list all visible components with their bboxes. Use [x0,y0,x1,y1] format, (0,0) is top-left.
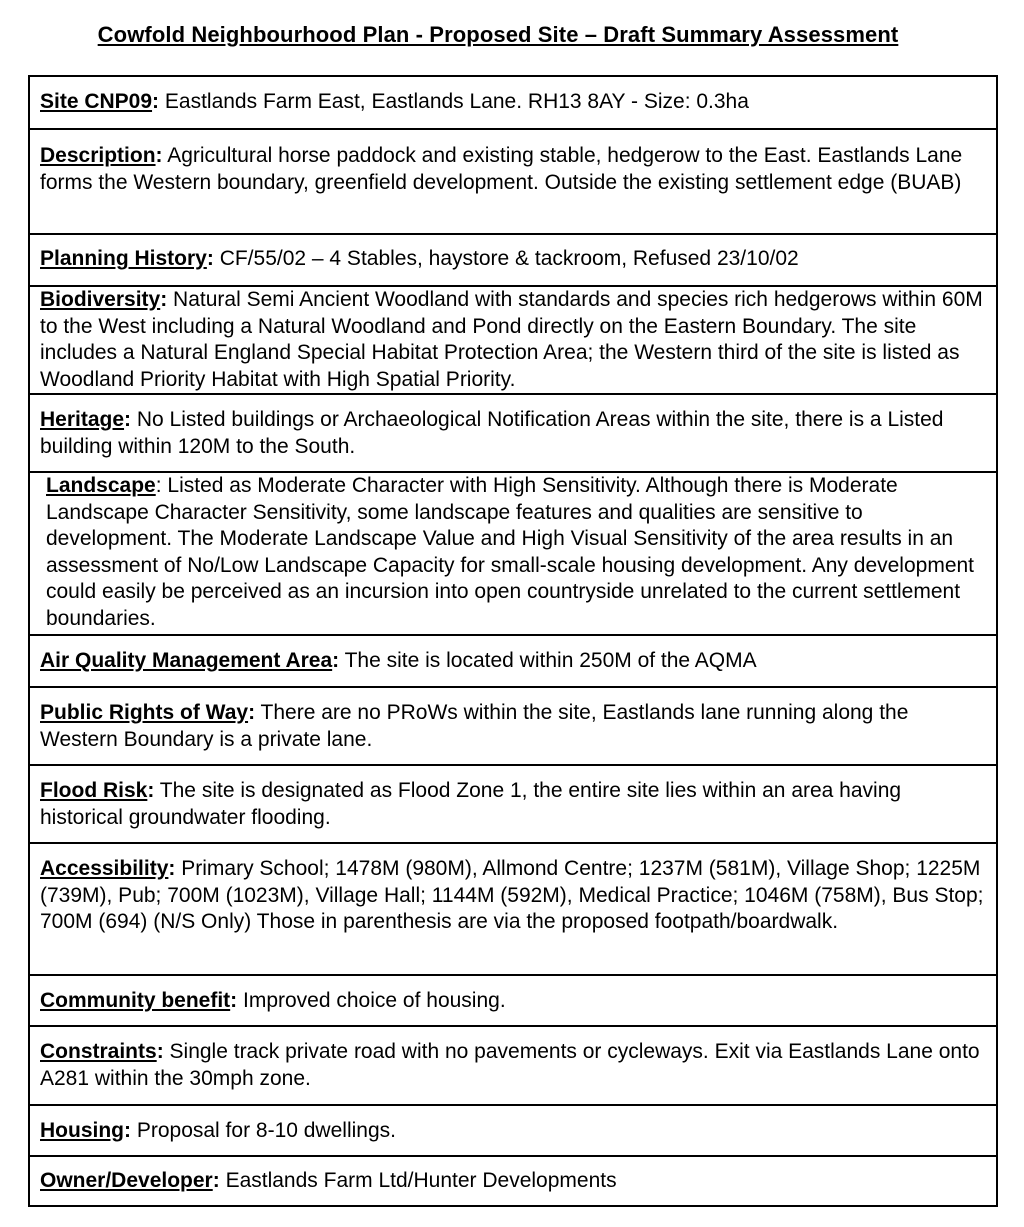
heritage-label: Heritage [40,408,125,431]
row-planning-history: Planning History: CF/55/02 – 4 Stables, haystore & tackroom, Refused 23/10/02 [30,233,996,285]
row-biodiversity: Biodiversity: Natural Semi Ancient Woodland with standards and species rich hedgerows within 60M to the West including a Natural Woodland and Pond directly on the Eastern Boundary. The site includes a Natural England Special Habitat Protection Area; the Western third of the site is listed as Woodland Priority Habitat with High Spatial Priority. [30,285,996,393]
community-benefit-label: Community benefit [40,989,231,1012]
biodiversity-label: Biodiversity [40,288,161,311]
constraints-text: Single track private road with no pavements or cycleways. Exit via Eastlands Lane onto A281 within the 30mph zone. [40,1040,980,1090]
flood-risk-label: Flood Risk [40,779,148,802]
row-description: Description: Agricultural horse paddock and existing stable, hedgerow to the East. Eastlands Lane forms the Western boundary, greenfield development. Outside the existing settlement edge (BUAB) [30,128,996,233]
row-housing: Housing: Proposal for 8-10 dwellings. [30,1104,996,1155]
accessibility-label: Accessibility [40,857,169,880]
assessment-table [28,75,998,1207]
biodiversity-text: Natural Semi Ancient Woodland with standards and species rich hedgerows within 60M to the West including a Natural Woodland and Pond directly on the Eastern Boundary. The site includes a Natural England Special Habitat Protection Area; the Western third of the site is listed as Woodland Priority Habitat with High Spatial Priority. [40,288,983,391]
row-community-benefit: Community benefit: Improved choice of housing. [30,974,996,1025]
landscape-label: Landscape [46,474,156,497]
row-flood-risk: Flood Risk: The site is designated as Flood Zone 1, the entire site lies within an area having historical groundwater flooding. [30,764,996,842]
public-rights-of-way-text: There are no PRoWs within the site, Eastlands lane running along the Western Boundary is a private lane. [40,701,909,751]
constraints-label: Constraints [40,1040,157,1063]
housing-label: Housing [40,1119,124,1142]
heritage-text: No Listed buildings or Archaeological Notification Areas within the site, there is a Listed building within 120M to the South. [40,408,944,458]
row-site: Site CNP09: Eastlands Farm East, Eastlands Lane. RH13 8AY - Size: 0.3ha [30,75,996,128]
description-text: Agricultural horse paddock and existing stable, hedgerow to the East. Eastlands Lane forms the Western boundary, greenfield development. Outside the existing settlement edge (BUAB) [40,144,963,194]
row-public-rights-of-way: Public Rights of Way: There are no PRoWs within the site, Eastlands lane running along the Western Boundary is a private lane. [30,686,996,764]
owner-developer-text: Eastlands Farm Ltd/Hunter Developments [219,1169,617,1192]
row-air-quality: Air Quality Management Area: The site is located within 250M of the AQMA [30,634,996,686]
row-landscape: Landscape: Listed as Moderate Character with High Sensitivity. Although there is Moderate Landscape Character Sensitivity, some landscape features and qualities are sensitive to development. The Moderate Landscape Value and High Visual Sensitivity of the area results in an assessment of No/Low Landscape Capacity for small-scale housing development. Any development could easily be perceived as an incursion into open countryside unrelated to the current settlement boundaries. [30,471,996,634]
document-title: Cowfold Neighbourhood Plan - Proposed Site – Draft Summary Assessment [97,22,899,47]
row-accessibility: Accessibility: Primary School; 1478M (980M), Allmond Centre; 1237M (581M), Village Shop; 1225M (739M), Pub; 700M (1023M), Village Hall; 1144M (592M), Medical Practice; 1046M (758M), Bus Stop; 700M (694) (N/S Only) Those in parenthesis are via the proposed footpath/boardwalk. [30,842,996,974]
community-benefit-text: Improved choice of housing. [237,989,506,1012]
planning-history-label: Planning History [40,247,207,270]
air-quality-text: The site is located within 250M of the AQMA [339,649,757,672]
landscape-text: Listed as Moderate Character with High Sensitivity. Although there is Moderate Landscape Character Sensitivity, some landscape features and qualities are sensitive to development. The Moderate Landscape Value and High Visual Sensitivity of the area results in an assessment of No/Low Landscape Capacity for small-scale housing development. Any development could easily be perceived as an incursion into open countryside unrelated to the current settlement boundaries. [46,474,975,630]
site-label: Site CNP09 [40,90,153,113]
description-label: Description [40,144,156,167]
public-rights-of-way-label: Public Rights of Way [40,701,249,724]
row-constraints: Constraints: Single track private road with no pavements or cycleways. Exit via Eastlands Lane onto A281 within the 30mph zone. [30,1025,996,1104]
planning-history-text: CF/55/02 – 4 Stables, haystore & tackroom, Refused 23/10/02 [213,247,799,270]
site-text: Eastlands Farm East, Eastlands Lane. RH13 8AY - Size: 0.3ha [159,90,749,113]
row-owner-developer: Owner/Developer: Eastlands Farm Ltd/Hunter Developments [30,1155,996,1207]
owner-developer-label: Owner/Developer [40,1169,213,1192]
accessibility-text: Primary School; 1478M (980M), Allmond Centre; 1237M (581M), Village Shop; 1225M (739M), Pub; 700M (1023M), Village Hall; 1144M (592M), Medical Practice; 1046M (758M), Bus Stop; 700M (694) (N/S Only) Those in parenthesis are via the proposed footpath/boardwalk. [40,857,984,933]
housing-text: Proposal for 8-10 dwellings. [131,1119,396,1142]
flood-risk-text: The site is designated as Flood Zone 1, the entire site lies within an area having historical groundwater flooding. [40,779,902,829]
row-heritage: Heritage: No Listed buildings or Archaeological Notification Areas within the site, there is a Listed building within 120M to the South. [30,393,996,471]
air-quality-label: Air Quality Management Area [40,649,333,672]
